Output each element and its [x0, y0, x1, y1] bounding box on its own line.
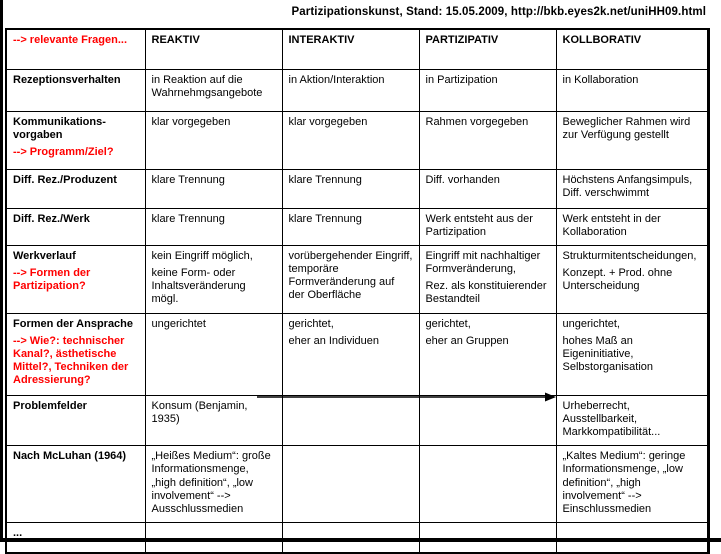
- cell-text: in Aktion/Interaktion: [288, 73, 385, 86]
- table-cell: [556, 446, 709, 523]
- table-cell: [419, 208, 556, 245]
- table-row: [6, 313, 709, 395]
- table-cell: [145, 313, 282, 395]
- table-row: [6, 523, 709, 553]
- table-cell: [145, 446, 282, 523]
- table-cell: [282, 523, 419, 553]
- row-label-text: Nach McLuhan (1964): [13, 450, 127, 463]
- table-cell: [556, 313, 709, 395]
- cell-text: Eingriff mit nachhaltiger Formveränderung,: [425, 249, 541, 276]
- row-label-text: Problemfelder: [13, 399, 87, 412]
- cell-text: gerichtet,: [288, 317, 334, 330]
- row-label-text: Kommunikations-vorgaben: [13, 115, 106, 141]
- table-cell: [282, 111, 419, 169]
- column-header-reaktiv: REAKTIV: [145, 29, 282, 69]
- page-frame-left: [0, 0, 3, 542]
- cell-text: klare Trennung: [151, 173, 225, 186]
- cell-text: Konsum (Benjamin, 1935): [151, 399, 248, 425]
- table-cell: [556, 395, 709, 446]
- table-cell: [419, 169, 556, 208]
- cell-text: in Kollaboration: [562, 73, 639, 86]
- table-cell: [556, 523, 709, 553]
- cell-text: in Reaktion auf die Wahrnehmgsangebote: [151, 73, 263, 99]
- table-row: [6, 245, 709, 313]
- cell-text: Strukturmitentscheidungen,: [562, 249, 697, 262]
- cell-text: gerichtet,: [425, 317, 471, 330]
- row-label-text: Rezeptionsverhalten: [13, 73, 121, 86]
- cell-text: hohes Maß an Eigeninitiative, Selbstorganisation: [562, 334, 654, 374]
- cell-text: klar vorgegeben: [288, 115, 368, 128]
- row-label: [6, 169, 145, 208]
- cell-text: vorübergehender Eingriff, temporäre Formveränderung auf der Oberfläche: [288, 249, 413, 302]
- column-header-partizipativ: PARTIZIPATIV: [419, 29, 556, 69]
- table-cell: [145, 208, 282, 245]
- row-label-text: Formen der Ansprache: [13, 317, 134, 330]
- cell-text: klare Trennung: [151, 212, 225, 225]
- table-cell: [419, 69, 556, 111]
- table-cell: [145, 245, 282, 313]
- table-row: [6, 446, 709, 523]
- cell-text: klare Trennung: [288, 212, 362, 225]
- table-cell: [419, 245, 556, 313]
- column-header-interaktiv: INTERAKTIV: [282, 29, 419, 69]
- cell-text: Rez. als konstituierender Bestandteil: [425, 280, 547, 306]
- row-label: [6, 208, 145, 245]
- cell-text: „Kaltes Medium“: geringe Informationsmenge, „low definition“, „high involvement“ --> Einschlussmedien: [562, 450, 686, 515]
- row-label-text: ...: [13, 527, 23, 540]
- row-label-text: Diff. Rez./Werk: [13, 212, 90, 225]
- row-label-text: Diff. Rez./Produzent: [13, 173, 117, 186]
- row-label: [6, 111, 145, 169]
- row-label-text: Werkverlauf: [13, 249, 76, 262]
- table-cell: [556, 111, 709, 169]
- column-header-kollborativ: KOLLBORATIV: [556, 29, 709, 69]
- table-cell: [282, 446, 419, 523]
- table-cell: [282, 313, 419, 395]
- table-cell: [145, 111, 282, 169]
- cell-text: Höchstens Anfangsimpuls, Diff. verschwimmt: [562, 173, 693, 199]
- cell-text: in Partizipation: [425, 73, 498, 86]
- table-cell: [556, 208, 709, 245]
- cell-text: keine Form- oder Inhaltsveränderung mögl.: [151, 267, 246, 306]
- header-relevante-fragen-label: --> relevante Fragen...: [6, 29, 145, 69]
- row-label-question-text: --> Formen der Partizipation?: [13, 267, 91, 293]
- table-row: [6, 208, 709, 245]
- cell-text: Werk entsteht aus der Partizipation: [425, 212, 533, 238]
- cell-text: kein Eingriff möglich,: [151, 249, 253, 262]
- cell-text: klare Trennung: [288, 173, 362, 186]
- cell-text: „Heißes Medium“: große Informationsmenge, „high definition“, „low involvement“ --> Ausschlussmedien: [151, 450, 271, 515]
- table-cell: [419, 395, 556, 446]
- cell-text: ungerichtet,: [562, 317, 620, 330]
- table-body: [6, 69, 709, 553]
- cell-text: Werk entsteht in der Kollaboration: [562, 212, 661, 238]
- row-label: [6, 446, 145, 523]
- table-row: [6, 69, 709, 111]
- table-cell: [556, 69, 709, 111]
- table-cell: [145, 169, 282, 208]
- table-row: [6, 169, 709, 208]
- cell-text: Urheberrecht, Ausstellbarkeit, Markkompatibilität...: [562, 399, 661, 438]
- page-title: Partizipationskunst, Stand: 15.05.2009, http://bkb.eyes2k.net/uniHH09.html: [291, 6, 706, 18]
- table-cell: [556, 169, 709, 208]
- table-header-row: [6, 29, 709, 69]
- table-cell: [145, 523, 282, 553]
- cell-text: Beweglicher Rahmen wird zur Verfügung gestellt: [562, 115, 691, 141]
- cell-text: Diff. vorhanden: [425, 173, 500, 186]
- row-label: [6, 395, 145, 446]
- table-cell: [282, 69, 419, 111]
- row-label: [6, 523, 145, 553]
- cell-text: eher an Individuen: [288, 334, 380, 347]
- row-label-question-text: --> Wie?: technischer Kanal?, ästhetische Mittel?, Techniken der Adressierung?: [13, 334, 129, 387]
- table-cell: [282, 208, 419, 245]
- row-label: [6, 313, 145, 395]
- table-cell: [145, 395, 282, 446]
- cell-text: klar vorgegeben: [151, 115, 231, 128]
- table-cell: [556, 245, 709, 313]
- cell-text: Konzept. + Prod. ohne Unterscheidung: [562, 267, 673, 293]
- table-cell: [282, 395, 419, 446]
- table-cell: [419, 446, 556, 523]
- cell-text: eher an Gruppen: [425, 334, 509, 347]
- cell-text: ungerichtet: [151, 317, 206, 330]
- table-cell: [419, 111, 556, 169]
- table-row: [6, 111, 709, 169]
- table-cell: [419, 523, 556, 553]
- table-cell: [282, 169, 419, 208]
- row-label-question-text: --> Programm/Ziel?: [13, 145, 114, 158]
- table-cell: [282, 245, 419, 313]
- row-label: [6, 69, 145, 111]
- row-label: [6, 245, 145, 313]
- data-table: [5, 28, 710, 554]
- cell-text: Rahmen vorgegeben: [425, 115, 529, 128]
- table-row: [6, 395, 709, 446]
- table-cell: [145, 69, 282, 111]
- table-cell: [419, 313, 556, 395]
